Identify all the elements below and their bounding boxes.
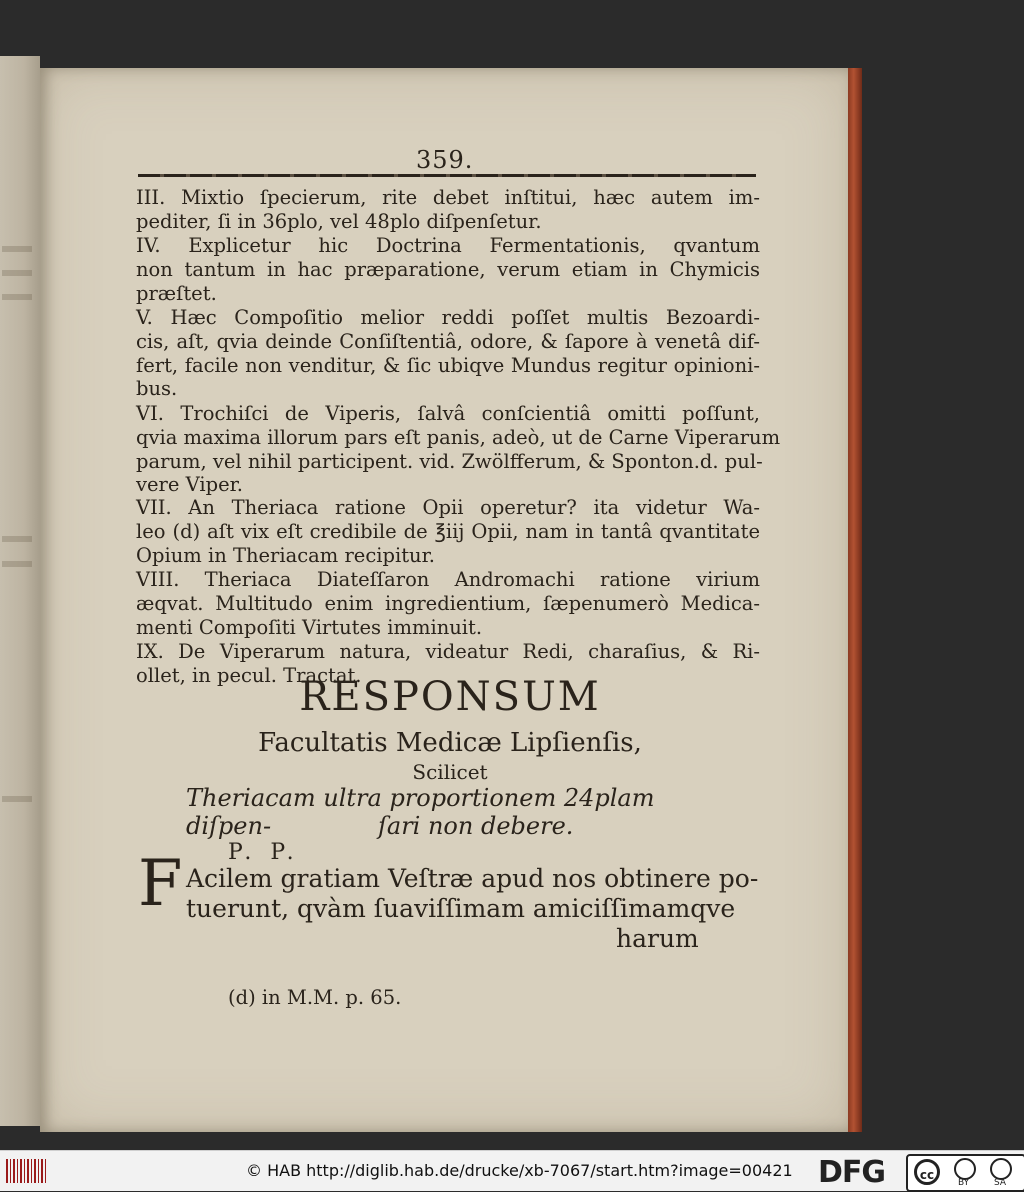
- paragraph-viii: [136, 568, 760, 639]
- text-line: VI. Trochiſci de Viperis, ſalvâ conſcientiâ omitti poſſunt,: [136, 402, 760, 425]
- text-line: leo (d) aſt vix eſt credibile de ℥iij Opii, nam in tantâ qvantitate: [136, 519, 760, 543]
- salutation: P. P.: [228, 840, 300, 865]
- responsum-scilicet: Scilicet: [412, 760, 488, 784]
- responsum-italic-line: Theriacam ultra proportionem 24plam diſpen-: [186, 784, 655, 840]
- text-line: vere Viper.: [136, 473, 243, 497]
- barcode-icon: [6, 1159, 46, 1183]
- text-line: Opium in Theriacam recipitur.: [136, 543, 435, 567]
- paragraph-iii: [136, 186, 760, 234]
- paragraph-v: [136, 306, 760, 401]
- text-line: non tantum in hac præparatione, verum etiam in Chymicis: [136, 257, 760, 281]
- dfg-logo[interactable]: DFG: [818, 1155, 886, 1190]
- responsum-subtitle: Facultatis Medicæ Lipſienſis,: [258, 728, 642, 758]
- text-line: IX. De Viperarum natura, videatur Redi, charaſius, & Ri-: [136, 640, 760, 663]
- text-line: ollet, in pecul. Tractat.: [136, 663, 362, 687]
- body-line: tuerunt, qvàm ſuaviſſimam amiciſſimamqve: [186, 894, 736, 923]
- paragraph-iv: [136, 234, 760, 305]
- text-line: pediter, ſi in 36plo, vel 48plo diſpenſetur.: [136, 209, 542, 233]
- responsum-italic-line: ſari non debere.: [378, 812, 574, 840]
- creative-commons-icon: cc: [914, 1159, 940, 1185]
- catchword: harum: [616, 924, 699, 953]
- text-line: cis, aſt, qvia deinde Conſiſtentiâ, odore, & ſapore à venetâ dif-: [136, 329, 760, 353]
- footnote: (d) in M.M. p. 65.: [228, 986, 402, 1009]
- source-url[interactable]: © HAB http://diglib.hab.de/drucke/xb-7067/start.htm?image=00421: [246, 1161, 793, 1180]
- paragraph-vii: [136, 496, 760, 567]
- text-line: V. Hæc Compoſitio melior reddi poſſet multis Bezoardi-: [136, 306, 760, 329]
- paragraph-vi: [136, 402, 781, 497]
- attribution-icon: [954, 1158, 976, 1180]
- text-line: præſtet.: [136, 281, 217, 305]
- header-rule: [138, 174, 756, 177]
- share-alike-icon: [990, 1158, 1012, 1180]
- body-line: Acilem gratiam Veſtræ apud nos obtinere po-: [186, 864, 759, 893]
- text-line: æqvat. Multitudo enim ingredientium, ſæpenumerò Medica-: [136, 591, 760, 615]
- text-line: IV. Explicetur hic Doctrina Fermentationis, qvantum: [136, 234, 760, 257]
- license-by-label: BY: [958, 1178, 970, 1188]
- text-line: VIII. Theriaca Diateſſaron Andromachi ratione virium: [136, 568, 760, 591]
- footer-bar: [0, 1150, 1024, 1191]
- text-line: qvia maxima illorum pars eſt panis, adeò, ut de Carne Viperarum: [136, 425, 781, 449]
- book-page: [40, 68, 848, 1132]
- book-edge: [848, 68, 862, 1132]
- text-line: menti Compoſiti Virtutes imminuit.: [136, 615, 483, 639]
- previous-page-edge: [0, 56, 40, 1126]
- text-line: III. Mixtio ſpecierum, rite debet inſtitui, hæc autem im-: [136, 186, 760, 209]
- text-line: parum, vel nihil participent. vid. Zwölfferum, & Sponton.d. pul-: [136, 449, 763, 473]
- cc-license-badge[interactable]: [906, 1154, 1024, 1192]
- page-number: 359.: [416, 146, 474, 174]
- text-line: VII. An Theriaca ratione Opii operetur? ita videtur Wa-: [136, 496, 760, 519]
- text-line: fert, facile non venditur, & ſic ubiqve Mundus regitur opinioni-: [136, 353, 760, 377]
- license-sa-label: SA: [994, 1178, 1007, 1188]
- drop-cap: F: [138, 847, 183, 921]
- responsum-title: RESPONSUM: [299, 674, 601, 720]
- text-line: bus.: [136, 377, 178, 401]
